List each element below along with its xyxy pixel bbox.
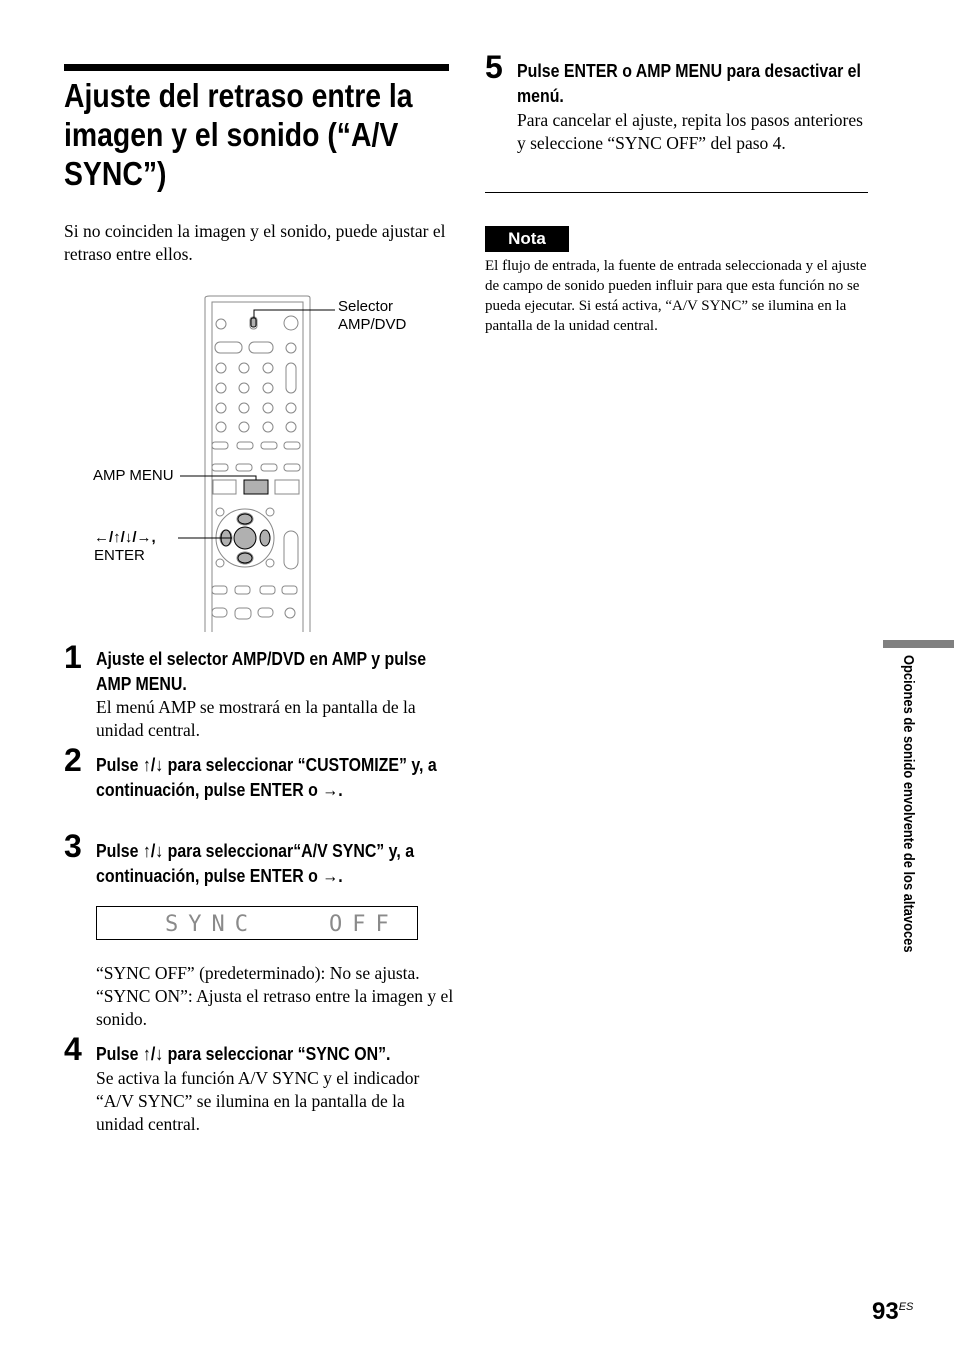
step-4-number: 4 <box>64 1031 82 1067</box>
page-title: Ajuste del retraso entre la imagen y el sonido (“A/V SYNC”) <box>64 77 413 192</box>
title-rule <box>64 64 449 71</box>
step-5-body: Para cancelar el ajuste, repita los pasos anteriores y seleccione “SYNC OFF” del paso 4. <box>517 110 863 153</box>
callout-arrows: ←/↑/↓/→, ENTER <box>94 529 156 564</box>
section-divider <box>485 192 868 193</box>
callout-selector: Selector AMP/DVD <box>338 298 407 333</box>
step-3-number: 3 <box>64 828 82 864</box>
step-3-heading: Pulse ↑/↓ para seleccionar“A/V SYNC” y, a continuación, pulse ENTER o →. <box>96 840 415 886</box>
step-1-heading: Ajuste el selector AMP/DVD en AMP y pulse AMP MENU. <box>96 648 427 694</box>
callout-amp-menu: AMP MENU <box>93 467 174 484</box>
note-text: El flujo de entrada, la fuente de entrada seleccionada y el ajuste de campo de sonido pueden influir para que esta función no se pueda ejecutar. Si está activa, “A/V SYNC” se ilumina en la pantalla de la unidad central. <box>485 258 867 334</box>
display-text-right: OFF <box>329 912 399 937</box>
display-text-left: SYNC <box>165 912 258 937</box>
page-number: $93^{ES}$ <box>872 1298 914 1325</box>
step-4-body: Se activa la función A/V SYNC y el indicador “A/V SYNC” se ilumina en la pantalla de la unidad central. <box>96 1068 420 1134</box>
step-2-number: 2 <box>64 742 82 778</box>
step-1-body: El menú AMP se mostrará en la pantalla de la unidad central. <box>96 697 416 740</box>
display-panel <box>96 906 418 940</box>
remote-figure <box>60 290 460 635</box>
step-3-body: “SYNC OFF” (predeterminado): No se ajusta. “SYNC ON”: Ajusta el retraso entre la imagen y el sonido. <box>96 963 454 1029</box>
side-tab-marker <box>883 640 954 648</box>
step-2-heading: Pulse ↑/↓ para seleccionar “CUSTOMIZE” y, a continuación, pulse ENTER o →. <box>96 754 437 800</box>
step-5-heading: Pulse ENTER o AMP MENU para desactivar el menú. <box>517 60 861 106</box>
step-4-heading: Pulse ↑/↓ para seleccionar “SYNC ON”. <box>96 1043 391 1064</box>
remote-control-illustration <box>60 290 460 635</box>
intro-paragraph: Si no coinciden la imagen y el sonido, puede ajustar el retraso entre ellos. <box>64 221 446 264</box>
step-1-number: 1 <box>64 639 82 675</box>
step-5-number: 5 <box>485 49 503 85</box>
note-label: Nota <box>485 226 569 252</box>
